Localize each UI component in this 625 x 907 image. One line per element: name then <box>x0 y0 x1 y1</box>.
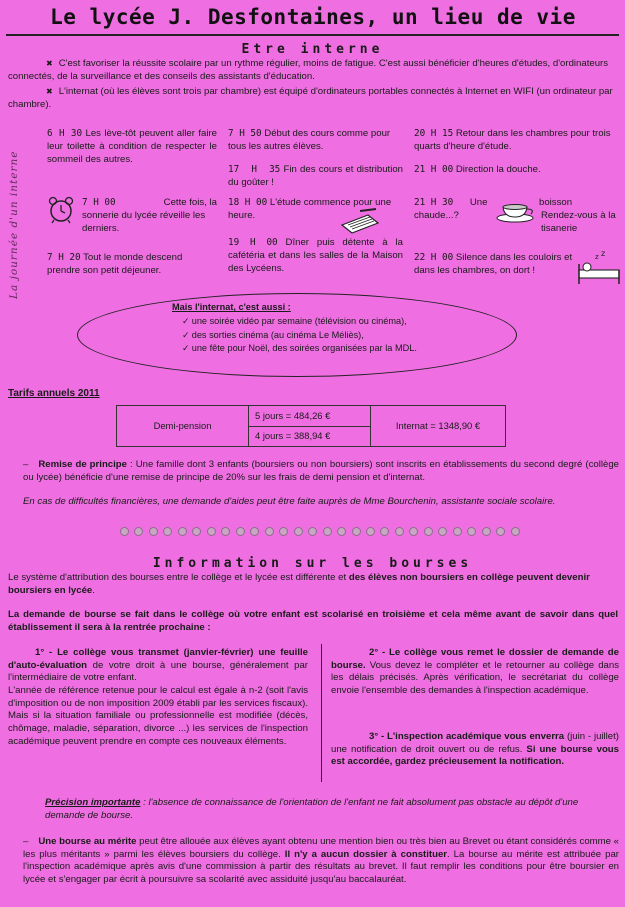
precision-note <box>45 797 619 822</box>
divider-dot <box>453 527 462 536</box>
bullet-icon: ✖ <box>46 59 53 68</box>
divider-dot <box>192 527 201 536</box>
svg-text:z: z <box>601 250 606 258</box>
alarm-clock-icon <box>47 196 75 224</box>
four-days-cell: 4 jours = 388,94 € <box>249 426 371 447</box>
schedule-time: 7 H 00 <box>82 197 116 208</box>
schedule-text: L'étude commence pour une heure. <box>228 197 392 221</box>
schedule-item <box>414 252 574 278</box>
schedule-item <box>414 128 619 154</box>
svg-text:z: z <box>595 253 599 261</box>
schedule-item <box>414 197 487 210</box>
schedule-text-a: Cette fois, la <box>163 197 217 208</box>
schedule-text: Direction la douche. <box>455 164 541 175</box>
divider-dot <box>149 527 158 536</box>
internat-extras-item: ✓ des sorties cinéma (au cinéma Le Méliès), <box>182 329 364 340</box>
precision-text: : l'absence de connaissance de l'orientation de l'enfant ne fait absolument pas obstacle au dépôt d'une demande de bourse. <box>45 797 579 821</box>
bourses-step-3 <box>331 731 619 769</box>
section-heading-bourses: Information sur les bourses <box>152 556 473 571</box>
divider-dot <box>250 527 259 536</box>
schedule-item <box>228 237 403 276</box>
schedule-time: 18 H 00 <box>228 197 268 208</box>
schedule-time: 19 H 00 <box>228 237 278 248</box>
divider-dot <box>308 527 317 536</box>
divider-dot <box>178 527 187 536</box>
schedule-text: Les lève-tôt peuvent aller faire leur toilette à condition de respecter le sommeil des autres. <box>47 128 217 165</box>
section-heading-interne: Etre interne <box>241 42 384 57</box>
tarifs-table <box>116 405 506 447</box>
divider-dot <box>236 527 245 536</box>
divider-dot <box>366 527 375 536</box>
interne-text-2: L'internat (où les élèves sont trois par chambre) est équipé d'ordinateurs portables connectés à Internet en WIFI (un ordinateur par chambre). <box>8 86 613 110</box>
schedule-time: 7 H 50 <box>228 128 262 139</box>
divider-dot <box>424 527 433 536</box>
bourses-step-1 <box>8 647 308 748</box>
checkmark-icon: ✓ <box>182 343 190 354</box>
schedule-item <box>47 128 217 167</box>
schedule-text: Fin des cours et distribution du goûter ! <box>228 164 403 188</box>
precision-label: Précision importante <box>45 797 141 808</box>
schedule-text: Silence dans les couloirs et dans les chambres, on dort ! <box>414 252 573 276</box>
divider-dot <box>352 527 361 536</box>
divider-dot <box>323 527 332 536</box>
column-divider <box>321 644 322 782</box>
bourses-demande: La demande de bourse se fait dans le collège où votre enfant est scolarisé en troisième et cela même avant de savoir dans quel établissement il sera à la rentrée prochaine : <box>8 609 618 633</box>
step-3-text: (juin - juillet) une notification de droit ouvert ou de refus. <box>331 731 620 755</box>
difficultes-note: En cas de difficultés financières, une demande d'aides peut être faite auprès de Mme Bourchenin, assistante sociale scolaire. <box>23 496 556 507</box>
notebook-pencil-icon <box>338 207 382 235</box>
divider-dot <box>511 527 520 536</box>
divider-dot <box>467 527 476 536</box>
dots-divider <box>120 527 520 539</box>
demi-pension-cell: Demi-pension <box>117 406 249 447</box>
divider-dot <box>294 527 303 536</box>
sleeping-bed-icon <box>577 250 621 286</box>
remise-label: Remise de principe <box>38 459 128 470</box>
internat-extras <box>172 301 417 356</box>
bullet-icon: ✖ <box>46 87 53 96</box>
step-2-text: Vous devez le compléter et le retourner au collège dans les délais précisés. Après vérification, le secrétariat du collège envoie l'ensemble des demandes à l'inspection académique. <box>331 659 619 696</box>
internat-extras-item: ✓ une fête pour Noël, des soirées organisées par la MDL. <box>182 343 417 354</box>
remise-paragraph: – Remise de principe : Une famille dont 3 enfants (boursiers ou non boursiers) sont inscrits en établissements du second degré (collège ou lycée) bénéficie d'une remise de principe de 20% sur les frais de demi pension et d'internat. <box>23 459 619 483</box>
schedule-text: Début des cours comme pour tous les autres élèves. <box>228 128 391 152</box>
schedule-text: Une <box>469 197 488 208</box>
step-3-title: 3° - L'inspection académique vous enverra <box>369 731 565 742</box>
internat-extras-item: ✓ une soirée vidéo par semaine (télévision ou cinéma), <box>182 315 407 326</box>
five-days-cell: 5 jours = 484,26 € <box>249 406 371 427</box>
step-1-text: de votre droit à une bourse, généralement par l'intermédiaire de votre enfant. <box>8 659 308 684</box>
bourses-intro: Le système d'attribution des bourses entre le collège et le lycée est différente et des élèves non boursiers en collège peuvent devenir boursiers en lycée. <box>8 572 590 596</box>
schedule-text: boisson <box>539 197 573 208</box>
step-1-more: L'année de référence retenue pour le calcul est égale à n-2 (soit l'avis d'imposition ou de non imposition 2009 établi par les services fiscaux). Mais si la situation familiale ou professionnelle est modifiée (décès, chômage, maladie, séparation, divorce ...) les services de l'inspection académique peuvent prendre en compte ces nouveaux éléments. <box>8 684 308 747</box>
divider-dot <box>120 527 129 536</box>
side-label-journee: La journée d'un interne <box>8 150 20 300</box>
divider-dot <box>438 527 447 536</box>
step-2-title: 2° - Le collège vous remet le dossier de demande de bourse. <box>331 647 619 671</box>
title-divider <box>6 34 619 36</box>
step-3-notice: Si une bourse vous est accordée, gardez précieusement la notification. <box>331 743 619 768</box>
schedule-text: Rendez-vous à la tisanerie <box>541 210 616 234</box>
divider-dot <box>163 527 172 536</box>
interne-paragraph-1 <box>8 58 618 83</box>
divider-dot <box>265 527 274 536</box>
schedule-text: chaude...? <box>414 210 459 221</box>
divider-dot <box>337 527 346 536</box>
divider-dot <box>134 527 143 536</box>
divider-dot <box>279 527 288 536</box>
divider-dot <box>409 527 418 536</box>
schedule-time: 20 H 15 <box>414 128 454 139</box>
internat-extras-heading: Mais l'internat, c'est aussi : <box>172 302 291 312</box>
divider-dot <box>496 527 505 536</box>
schedule-time: 21 H 30 <box>414 197 454 208</box>
remise-text: : Une famille dont 3 enfants (boursiers ou non boursiers) sont inscrits en établissements du second degré (collège ou lycée) bénéficie d'une remise de principe de 20% sur les frais de demi pension et d'internat. <box>23 459 619 483</box>
schedule-text: Retour dans les chambres pour trois quarts d'heure d'étude. <box>414 128 611 152</box>
tarifs-heading: Tarifs annuels 2011 <box>8 388 100 399</box>
schedule-time: 22 H 00 <box>414 252 454 263</box>
page-title: Le lycée J. Desfontaines, un lieu de vie <box>50 5 576 29</box>
interne-paragraph-2 <box>8 86 618 111</box>
divider-dot <box>221 527 230 536</box>
schedule-item <box>47 252 217 278</box>
bourse-merite: – Une bourse au mérite peut être allouée aux élèves ayant obtenu une mention bien ou très bien au Brevet ou étant considérés comme « les plus méritants » parmi les élèves boursiers du collège. Il n'y a aucun dossier à constituer. La bourse au mérite est attribuée par l'inspection académique après avis d'une commission à partir des résultats au brevet. Il faut remplir les conditions pour être boursier en lycée et s'engager par écrit à poursuivre sa scolarité avec assiduité jusqu'au baccalauréat. <box>23 836 619 885</box>
interne-text-1: C'est favoriser la réussite scolaire par un rythme régulier, moins de fatigue. C'est aussi bénéficier d'heures d'études, d'ordinateurs connectés, de la surveillance et des conseils des assistants d'éducation. <box>8 58 609 82</box>
schedule-time: 21 H 00 <box>414 164 454 175</box>
schedule-text: sonnerie du lycée réveille les derniers. <box>82 210 206 234</box>
step-1-title: 1° - Le collège vous transmet (janvier-février) une feuille d'auto-évaluation <box>8 647 308 671</box>
internat-cell: Internat = 1348,90 € <box>371 406 506 447</box>
schedule-text: Tout le monde descend prendre son petit déjeuner. <box>47 252 183 276</box>
divider-dot <box>482 527 491 536</box>
schedule-time: 6 H 30 <box>47 128 83 139</box>
schedule-time: 7 H 20 <box>47 252 81 263</box>
divider-dot <box>207 527 216 536</box>
checkmark-icon: ✓ <box>182 315 190 326</box>
bourses-step-2 <box>331 647 619 698</box>
divider-dot <box>395 527 404 536</box>
schedule-item <box>228 128 403 154</box>
schedule-text: Dîner puis détente à la cafétéria et dans les salles de la Maison des Lycéens. <box>228 237 403 274</box>
schedule-item <box>228 164 403 190</box>
schedule-item <box>414 164 619 177</box>
schedule-time: 17 H 35 <box>228 164 281 175</box>
checkmark-icon: ✓ <box>182 329 190 340</box>
divider-dot <box>380 527 389 536</box>
